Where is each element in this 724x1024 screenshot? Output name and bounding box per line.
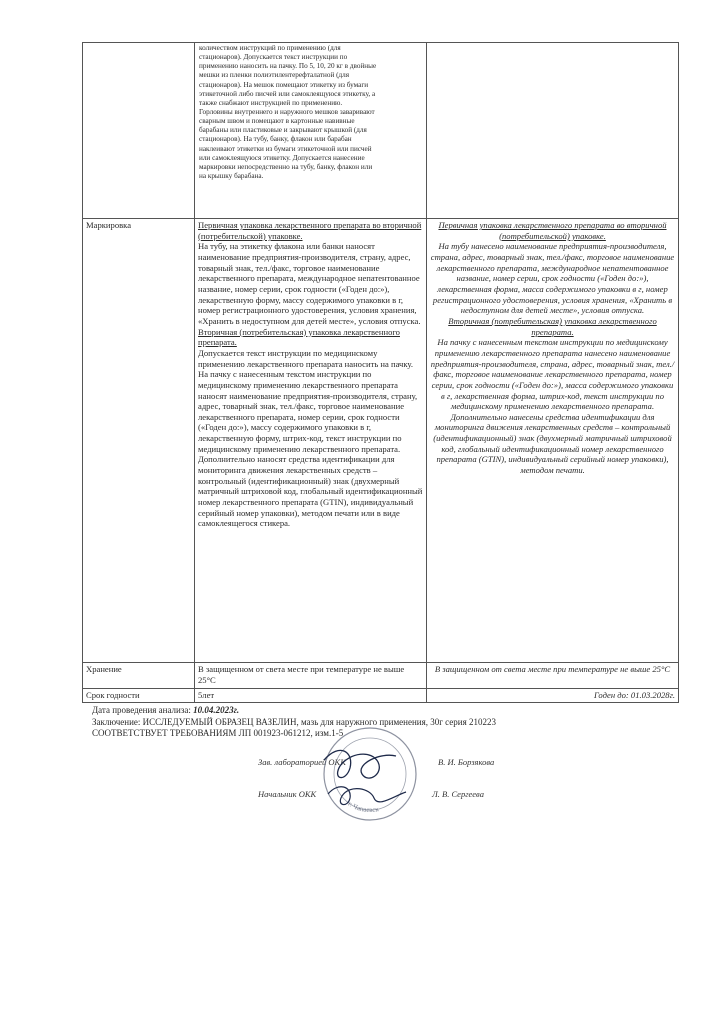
- stamp-seal: [310, 722, 430, 827]
- packaging-continuation-text: количеством инструкций по применению (для стационаров). Допускается текст инструкции по применению наносить на пачку. По 5, 10, 20 кг в двойные мешки из пленки полиэтилентерефталатной (для стационаров). На мешок помещают этикетку из бумаги этикеточной либо писчей или самоклеящуюся этикетку, а также снабжают инструкцией по применению. Горловины внутреннего и наружного мешков заваривают сварным швом и помещают в картонные навивные барабаны или пластиковые и закрывают крышкой (для стационаров). На тубу, банку, флакон или барабан наклеивают этикетки из бумаги этикеточной или писчей или самоклеящуюся этикетку. Допускается нанесение маркировки непосредственно на тубу, банку, флакон или на крышку барабана.: [195, 43, 427, 219]
- shelf-life-result: Годен до: 01.03.2028г.: [427, 689, 679, 703]
- result-cell: [427, 43, 679, 219]
- row-label-storage: Хранение: [83, 663, 195, 689]
- conclusion-line: СООТВЕТСТВУЕТ ТРЕБОВАНИЯМ ЛП 001923-061212, изм.1-5: [92, 728, 344, 739]
- spec-table: [82, 42, 679, 703]
- stamp-text: г. Чапаевск: [346, 799, 380, 815]
- row-label-marking: Маркировка: [83, 219, 195, 663]
- row-label-shelf-life: Срок годности: [83, 689, 195, 703]
- marking-norm: Первичная упаковка лекарственного препарата во вторичной (потребительской) упаковке. На тубу, на этикетку флакона или банки наносят наименование предприятия-производителя, страну, адрес, товарный знак, тел./факс, торговое наименование лекарственного препарата, международное непатентованное название, номер серии, срок годности («Годен до:»), лекарственную форму, массу содержимого упаковки в г, номер регистрационного удостоверения, условия хранения, «Хранить в недоступном для детей месте», условия отпуска. Вторичная (потребительская) упаковка лекарственного препарата. Допускается текст инструкции по медицинскому применению лекарственного препарата наносить на пачку. На пачку с нанесенным текстом инструкции по медицинскому применению лекарственного препарата наносят наименование предприятия-производителя, страну, адрес, товарный знак, тел./факс, торговое наименование лекарственного препарата, номер серии, срок годности («Годен до:»), массу содержимого упаковки в г, лекарственную форму, штрих-код, текст инструкции по медицинскому применению лекарственного препарата. Дополнительно наносят средства идентификации для мониторинга движения лекарственных средств – контрольный (идентификационный) знак (двухмерный матричный штриховой код, глобальный идентификационный номер лекарственного препарата (GTIN), индивидуальный серийный номер упаковки), методом печати или в виде самоклеящегося стикера.: [195, 219, 427, 663]
- storage-result: В защищенном от света месте при температуре не выше 25°С: [427, 663, 679, 689]
- signature-scribble: [324, 750, 396, 778]
- svg-text:г. Чапаевск: [347, 800, 380, 814]
- storage-norm: В защищенном от света месте при температуре не выше 25°С: [195, 663, 427, 689]
- table-row: [83, 689, 679, 703]
- row-label: [83, 43, 195, 219]
- conclusion-line: Заключение: ИССЛЕДУЕМЫЙ ОБРАЗЕЦ ВАЗЕЛИН, мазь для наружного применения, 30г серия 210223: [92, 716, 496, 727]
- signature-title-okk-head: Начальник ОКК: [258, 789, 317, 799]
- table-row: [83, 43, 679, 219]
- table-row: [83, 663, 679, 689]
- analysis-date: Дата проведения анализа: 10.04.2023г.: [92, 705, 240, 715]
- signature-name-lab-head: В. И. Борзякова: [438, 757, 495, 767]
- table-row: [83, 219, 679, 663]
- signature-scribble: [328, 787, 406, 805]
- shelf-life-norm: 5лет: [195, 689, 427, 703]
- marking-result: Первичная упаковка лекарственного препарата во вторичной (потребительской) упаковке. На тубу нанесено наименование предприятия-производителя, страна, адрес, товарный знак, тел./факс, торговое наименование лекарственного препарата, международное непатентованное название, номер серии, срок годности («Годен до:»), лекарственная форма, масса содержимого упаковки в г, номер регистрационного удостоверения, условия хранения, «Хранить в недоступном для детей месте», условия отпуска. Вторичная (потребительская) упаковка лекарственного препарата. На пачку с нанесенным текстом инструкции по медицинскому применению лекарственного препарата нанесено наименование предприятия-производителя, страна, адрес, товарный знак, тел./факс, торговое наименование лекарственного препарата, номер серии, срок годности («Годен до:»), масса содержимого упаковки в г, лекарственная форма, штрих-код, текст инструкции по медицинскому применению лекарственного препарата. Дополнительно нанесены средства идентификации для мониторинга движения лекарственных средств – контрольный (идентификационный) знак (двухмерный матричный штриховой код, глобальный идентификационный номер лекарственного препарата (GTIN), индивидуальный серийный номер упаковки), методом печати.: [427, 219, 679, 663]
- signature-title-lab-head: Зав. лабораторией ОКК: [258, 757, 346, 767]
- signature-name-okk-head: Л. В. Сергеева: [432, 789, 484, 799]
